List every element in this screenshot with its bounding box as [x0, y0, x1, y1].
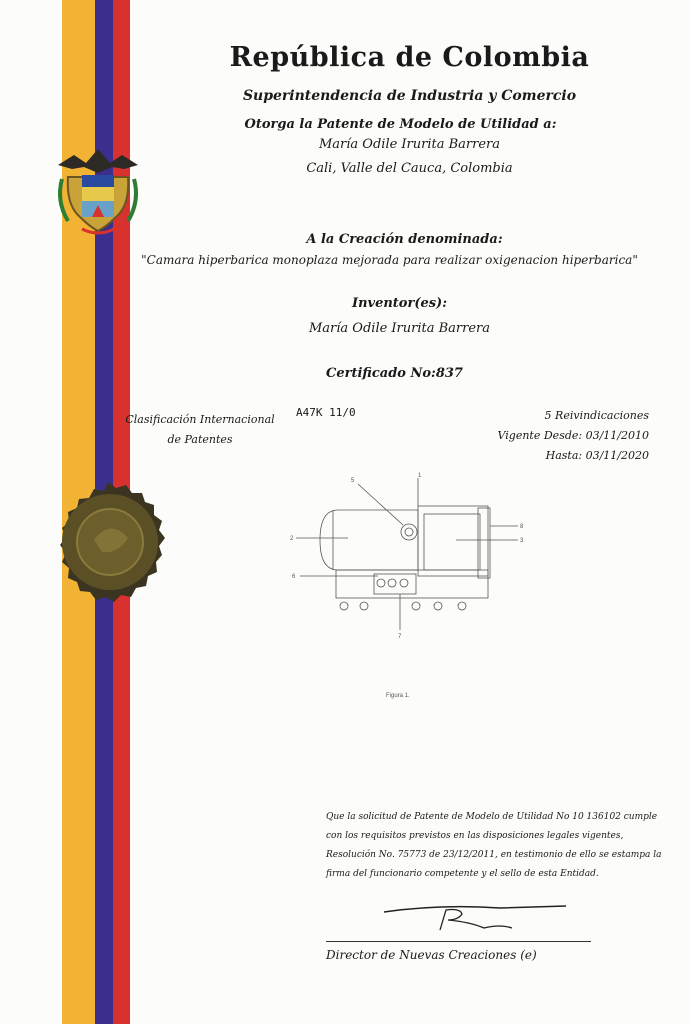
- signature-line: [326, 941, 591, 942]
- classification-label: [120, 410, 280, 450]
- coat-of-arms-icon: [52, 143, 144, 238]
- official-seal-icon: [38, 478, 178, 620]
- figure-label-6: 6: [292, 574, 296, 580]
- valid-from: Vigente Desde: 03/11/2010: [497, 429, 649, 442]
- figure-label-5: 5: [351, 478, 355, 484]
- figure-label-1: 1: [418, 473, 422, 479]
- classification-label-line2: de Patentes: [167, 433, 233, 446]
- figure-label-7: 7: [398, 634, 402, 640]
- creation-label: A la Creación denominada:: [306, 232, 503, 247]
- declaration-text: Que la solicitud de Patente de Modelo de Utilidad No 10 136102 cumple con los requisitos previstos en las disposiciones legales vigentes, Resolución No. 75773 de 23/12/2011, en testimonio de ello se estampa la firma del funcionario competente y el sello de esta Entidad.: [326, 812, 662, 879]
- chamber-figure: [288, 470, 528, 640]
- grant-line: Otorga la Patente de Modelo de Utilidad a:: [244, 117, 557, 132]
- figure-label-8: 8: [520, 524, 524, 530]
- inventor-label: Inventor(es):: [351, 296, 448, 311]
- signature-icon: [380, 898, 570, 934]
- inventor-name: María Odile Irurita Barrera: [308, 321, 491, 336]
- figure-label-3: 3: [520, 538, 524, 544]
- creation-title: "Camara hiperbarica monoplaza mejorada para realizar oxigenacion hiperbarica": [141, 253, 638, 267]
- holder-name: María Odile Irurita Barrera: [318, 137, 501, 152]
- claims-count: 5 Reivindicaciones: [544, 409, 649, 422]
- certificate-number: Certificado No:837: [326, 366, 463, 381]
- valid-to: Hasta: 03/11/2020: [545, 449, 649, 462]
- holder-location: Cali, Valle del Cauca, Colombia: [306, 161, 513, 176]
- page-title: República de Colombia: [229, 42, 590, 73]
- figure-caption: Figura 1.: [386, 693, 410, 699]
- director-title: Director de Nuevas Creaciones (e): [326, 948, 537, 962]
- figure-label-2: 2: [290, 536, 294, 542]
- claims-block: [498, 406, 649, 466]
- agency-name: Superintendencia de Industria y Comercio: [242, 88, 577, 104]
- classification-code: A47K 11/0: [296, 406, 356, 419]
- classification-label-line1: Clasificación Internacional: [125, 413, 275, 426]
